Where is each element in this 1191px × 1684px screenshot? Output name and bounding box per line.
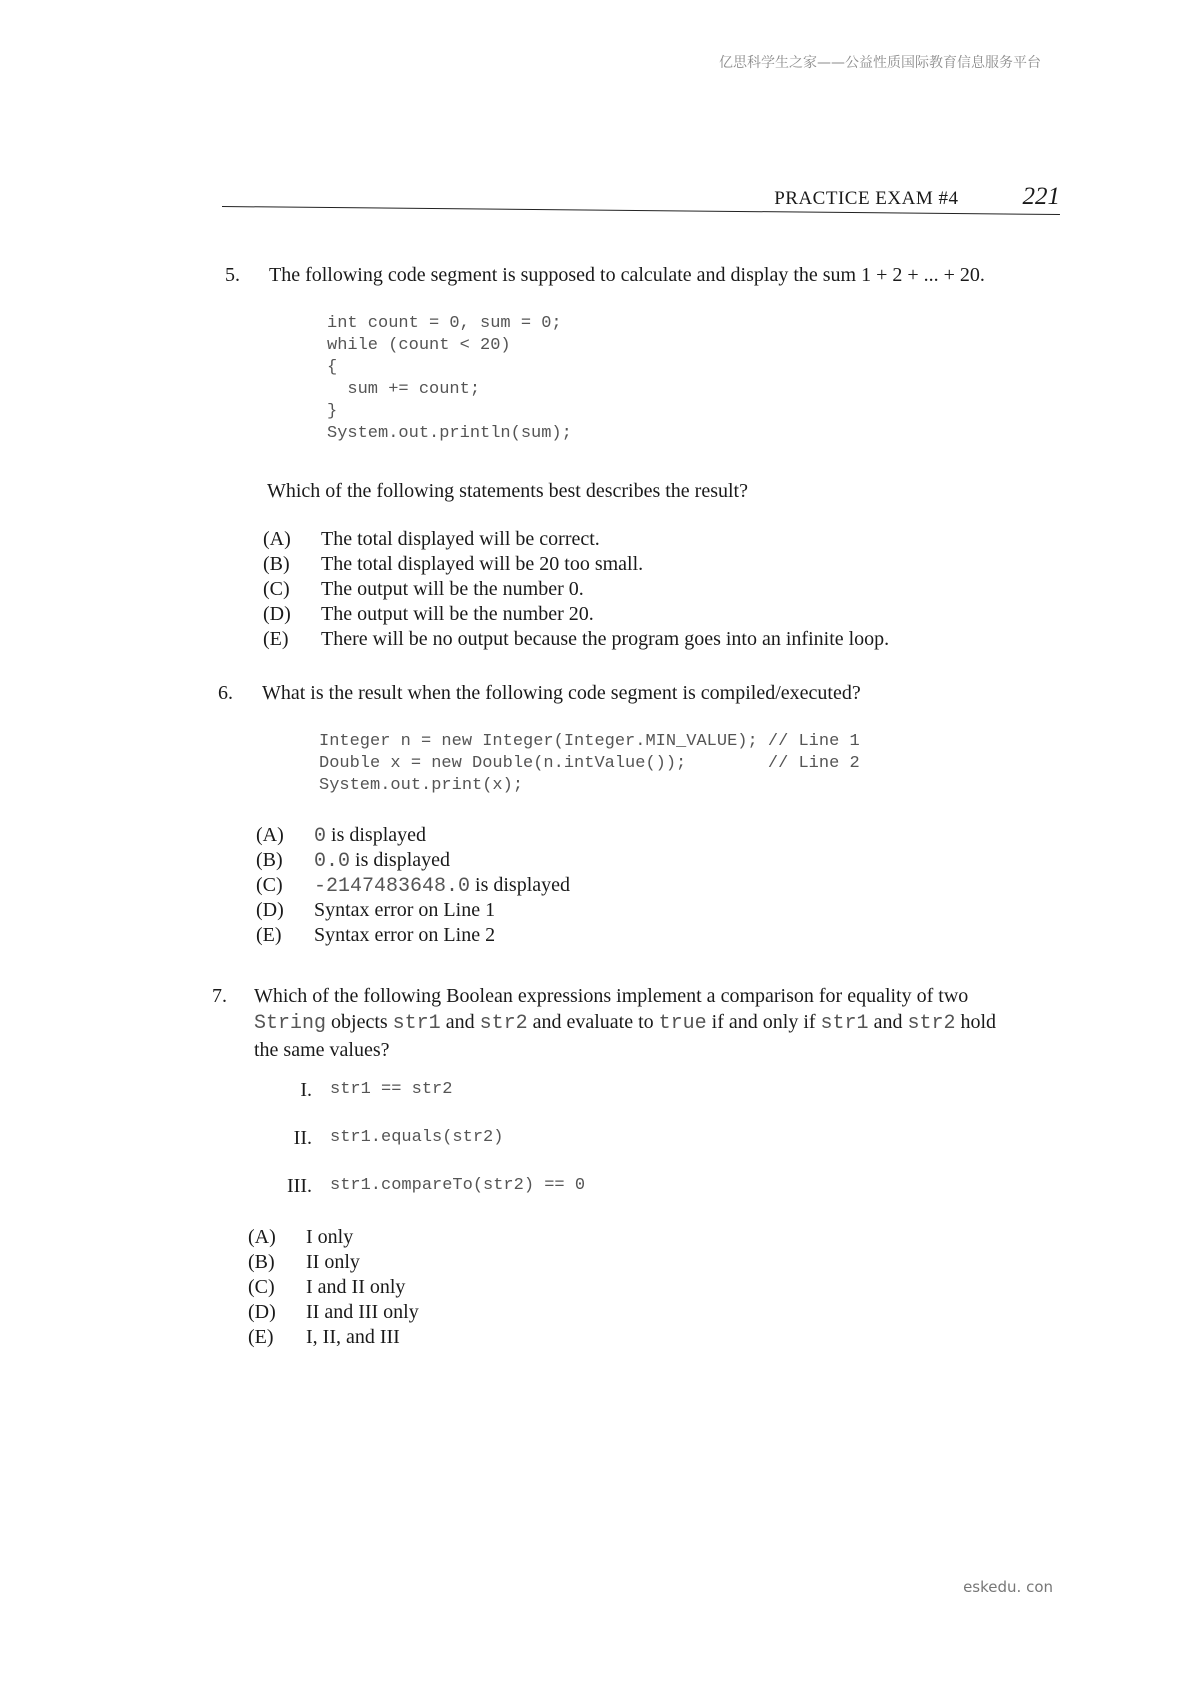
statement-number: II. (293, 1127, 312, 1149)
choice-text: Syntax error on Line 1 (314, 899, 496, 921)
question-text: The following code segment is supposed to calculate and display the sum 1 + 2 + ... + 20. (269, 264, 985, 286)
choice-letter: (C) (248, 1276, 275, 1298)
choice-letter: (C) (263, 578, 290, 600)
statement-iii (262, 1173, 585, 1221)
choice-text: The output will be the number 20. (321, 603, 594, 625)
choice-text: There will be no output because the program goes into an infinite loop. (321, 628, 890, 650)
choice-a[interactable] (263, 527, 889, 552)
choice-c[interactable] (256, 873, 570, 898)
choices-q7 (248, 1225, 419, 1350)
choices-q6 (256, 823, 570, 948)
choice-letter: (A) (256, 824, 284, 846)
question-5-prompt (267, 478, 1067, 504)
question-number: 5. (225, 264, 240, 286)
text-run: hold (955, 1011, 997, 1033)
choice-e[interactable] (256, 923, 570, 948)
statement-code: str1.compareTo(str2) == 0 (330, 1176, 586, 1195)
question-line-1 (254, 983, 1084, 1009)
choice-a[interactable] (256, 823, 570, 848)
choice-a[interactable] (248, 1225, 419, 1250)
statement-code: str1 == str2 (330, 1080, 453, 1099)
code-block-q5: int count = 0, sum = 0; while (count < 20) { sum += count; } System.out.println(sum); (327, 314, 572, 443)
choice-e[interactable] (263, 627, 889, 652)
question-number: 6. (218, 682, 233, 704)
choice-b[interactable] (248, 1250, 419, 1275)
choice-text: I only (306, 1226, 354, 1248)
choice-letter: (B) (263, 553, 290, 575)
text-run: the same values? (254, 1039, 390, 1061)
choice-d[interactable] (263, 602, 889, 627)
statement-code: str1.equals(str2) (330, 1128, 504, 1147)
choice-letter: (E) (263, 628, 289, 650)
choice-b[interactable] (256, 848, 570, 873)
choice-letter: (E) (248, 1326, 274, 1348)
choice-c[interactable] (263, 577, 889, 602)
choice-letter: (A) (248, 1226, 276, 1248)
choice-text: Syntax error on Line 2 (314, 924, 496, 946)
question-number: 7. (212, 985, 227, 1007)
choice-letter: (D) (263, 603, 291, 625)
code-run: str1 (820, 1012, 869, 1035)
running-head: PRACTICE EXAM #4 (774, 188, 959, 209)
code-run: String (254, 1012, 327, 1035)
choice-letter: (B) (256, 849, 283, 871)
text-run: if and only if (706, 1011, 821, 1033)
code-run: str1 (392, 1012, 441, 1035)
text-run: Which of the following Boolean expressions implement a comparison for equality of two (254, 985, 969, 1007)
choice-c[interactable] (248, 1275, 419, 1300)
choice-text: The total displayed will be 20 too small. (321, 553, 644, 575)
question-text: What is the result when the following code segment is compiled/executed? (262, 682, 861, 704)
choice-letter: (B) (248, 1251, 275, 1273)
text-run: and (868, 1011, 908, 1033)
statement-number: I. (300, 1079, 312, 1101)
choice-text: is displayed (470, 874, 571, 896)
code-run: true (658, 1012, 707, 1035)
question-line-2 (254, 1009, 1084, 1037)
statement-number: III. (287, 1175, 312, 1197)
page-number: 221 (1022, 183, 1060, 210)
choice-text: II only (306, 1251, 360, 1273)
choices-q5 (263, 527, 889, 652)
choice-letter: (E) (256, 924, 282, 946)
code-run: str2 (907, 1012, 956, 1035)
choice-d[interactable] (248, 1300, 419, 1325)
choice-code: 0.0 (314, 850, 351, 873)
choice-letter: (C) (256, 874, 283, 896)
statement-i (262, 1077, 585, 1125)
choice-code: -2147483648.0 (314, 875, 471, 898)
choice-text: I, II, and III (306, 1326, 400, 1348)
question-text (254, 983, 1084, 1063)
choice-letter: (A) (263, 528, 291, 550)
text-run: and evaluate to (527, 1011, 659, 1033)
question-line-3 (254, 1037, 1084, 1063)
statement-ii (262, 1125, 585, 1173)
text-run: and (440, 1011, 480, 1033)
choice-letter: (D) (248, 1301, 276, 1323)
choice-text: I and II only (306, 1276, 406, 1298)
choice-text: The output will be the number 0. (321, 578, 584, 600)
text-run: objects (326, 1011, 393, 1033)
choice-text: is displayed (326, 824, 427, 846)
code-block-q6: Integer n = new Integer(Integer.MIN_VALUE); // Line 1 Double x = new Double(n.intValue()); // Line 2 System.out.print(x); (319, 732, 860, 795)
choice-text: The total displayed will be correct. (321, 528, 600, 550)
choice-e[interactable] (248, 1325, 419, 1350)
choice-b[interactable] (263, 552, 889, 577)
watermark-text: 亿思科学生之家——公益性质国际教育信息服务平台 (719, 55, 1041, 71)
code-run: str2 (479, 1012, 528, 1035)
choice-code: 0 (314, 825, 327, 848)
statements-q7 (262, 1077, 585, 1221)
choice-letter: (D) (256, 899, 284, 921)
footer-watermark: eskedu. con (963, 1578, 1053, 1596)
choice-text: II and III only (306, 1301, 419, 1323)
question-prompt: Which of the following statements best describes the result? (267, 480, 748, 502)
choice-text: is displayed (350, 849, 451, 871)
choice-d[interactable] (256, 898, 570, 923)
